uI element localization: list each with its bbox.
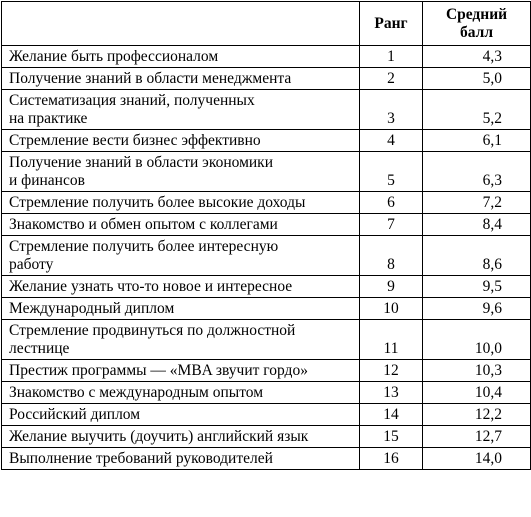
row-label	[2, 152, 360, 192]
row-score: 8,4	[423, 214, 531, 236]
row-label	[2, 236, 360, 276]
row-score: 6,3	[423, 152, 531, 192]
row-score: 10,4	[423, 382, 531, 404]
header-rank: Ранг	[360, 2, 423, 46]
row-score: 8,6	[423, 236, 531, 276]
row-score: 5,2	[423, 90, 531, 130]
row-label: Желание быть профессионалом	[2, 46, 360, 68]
row-rank: 15	[360, 426, 423, 448]
row-rank: 3	[360, 90, 423, 130]
table-row	[2, 152, 531, 192]
row-rank: 14	[360, 404, 423, 426]
row-score: 10,3	[423, 360, 531, 382]
table-row	[2, 448, 531, 470]
row-label	[2, 90, 360, 130]
row-label-line1: Стремление получить более интересную	[9, 238, 279, 255]
header-score	[423, 2, 531, 46]
table-row	[2, 68, 531, 90]
row-rank: 10	[360, 298, 423, 320]
header-score-line1: Средний	[445, 5, 508, 23]
row-label	[2, 320, 360, 360]
row-rank: 2	[360, 68, 423, 90]
row-score: 6,1	[423, 130, 531, 152]
row-rank: 9	[360, 276, 423, 298]
motivation-table	[1, 1, 531, 470]
row-label-line2: на практике	[9, 110, 88, 127]
row-label: Престиж программы — «MBA звучит гордо»	[2, 360, 360, 382]
row-score: 9,6	[423, 298, 531, 320]
table-row	[2, 404, 531, 426]
row-rank: 12	[360, 360, 423, 382]
table-row	[2, 298, 531, 320]
row-label-line2: лестнице	[9, 340, 70, 357]
row-rank: 16	[360, 448, 423, 470]
row-label: Знакомство с международным опытом	[2, 382, 360, 404]
row-label-line2: работу	[9, 256, 54, 273]
row-score: 12,2	[423, 404, 531, 426]
table-row	[2, 214, 531, 236]
header-label	[2, 2, 360, 46]
row-rank: 4	[360, 130, 423, 152]
table-row	[2, 276, 531, 298]
header-score-line2: балл	[459, 23, 494, 41]
row-rank: 11	[360, 320, 423, 360]
row-score: 10,0	[423, 320, 531, 360]
row-label: Знакомство и обмен опытом с коллегами	[2, 214, 360, 236]
row-label: Международный диплом	[2, 298, 360, 320]
row-label: Стремление получить более высокие доходы	[2, 192, 360, 214]
row-score: 5,0	[423, 68, 531, 90]
table-row	[2, 320, 531, 360]
row-score: 14,0	[423, 448, 531, 470]
row-rank: 5	[360, 152, 423, 192]
row-label-line1: Получение знаний в области экономики	[9, 154, 274, 171]
row-rank: 7	[360, 214, 423, 236]
row-rank: 6	[360, 192, 423, 214]
row-rank: 8	[360, 236, 423, 276]
row-rank: 1	[360, 46, 423, 68]
table-row	[2, 382, 531, 404]
header-row	[2, 2, 531, 46]
table-row	[2, 90, 531, 130]
row-label: Выполнение требований руководителей	[2, 448, 360, 470]
table-row	[2, 130, 531, 152]
table-row	[2, 236, 531, 276]
row-label-line2: и финансов	[9, 172, 85, 189]
table-row	[2, 426, 531, 448]
row-score: 9,5	[423, 276, 531, 298]
table-row	[2, 192, 531, 214]
row-label: Желание узнать что-то новое и интересное	[2, 276, 360, 298]
table-row	[2, 46, 531, 68]
row-label: Стремление вести бизнес эффективно	[2, 130, 360, 152]
row-score: 12,7	[423, 426, 531, 448]
row-label-line1: Стремление продвинуться по должностной	[9, 322, 296, 339]
row-label-line1: Систематизация знаний, полученных	[9, 92, 255, 109]
row-score: 7,2	[423, 192, 531, 214]
row-rank: 13	[360, 382, 423, 404]
row-label: Желание выучить (доучить) английский язык	[2, 426, 360, 448]
row-score: 4,3	[423, 46, 531, 68]
table-row	[2, 360, 531, 382]
row-label: Российский диплом	[2, 404, 360, 426]
row-label: Получение знаний в области менеджмента	[2, 68, 360, 90]
